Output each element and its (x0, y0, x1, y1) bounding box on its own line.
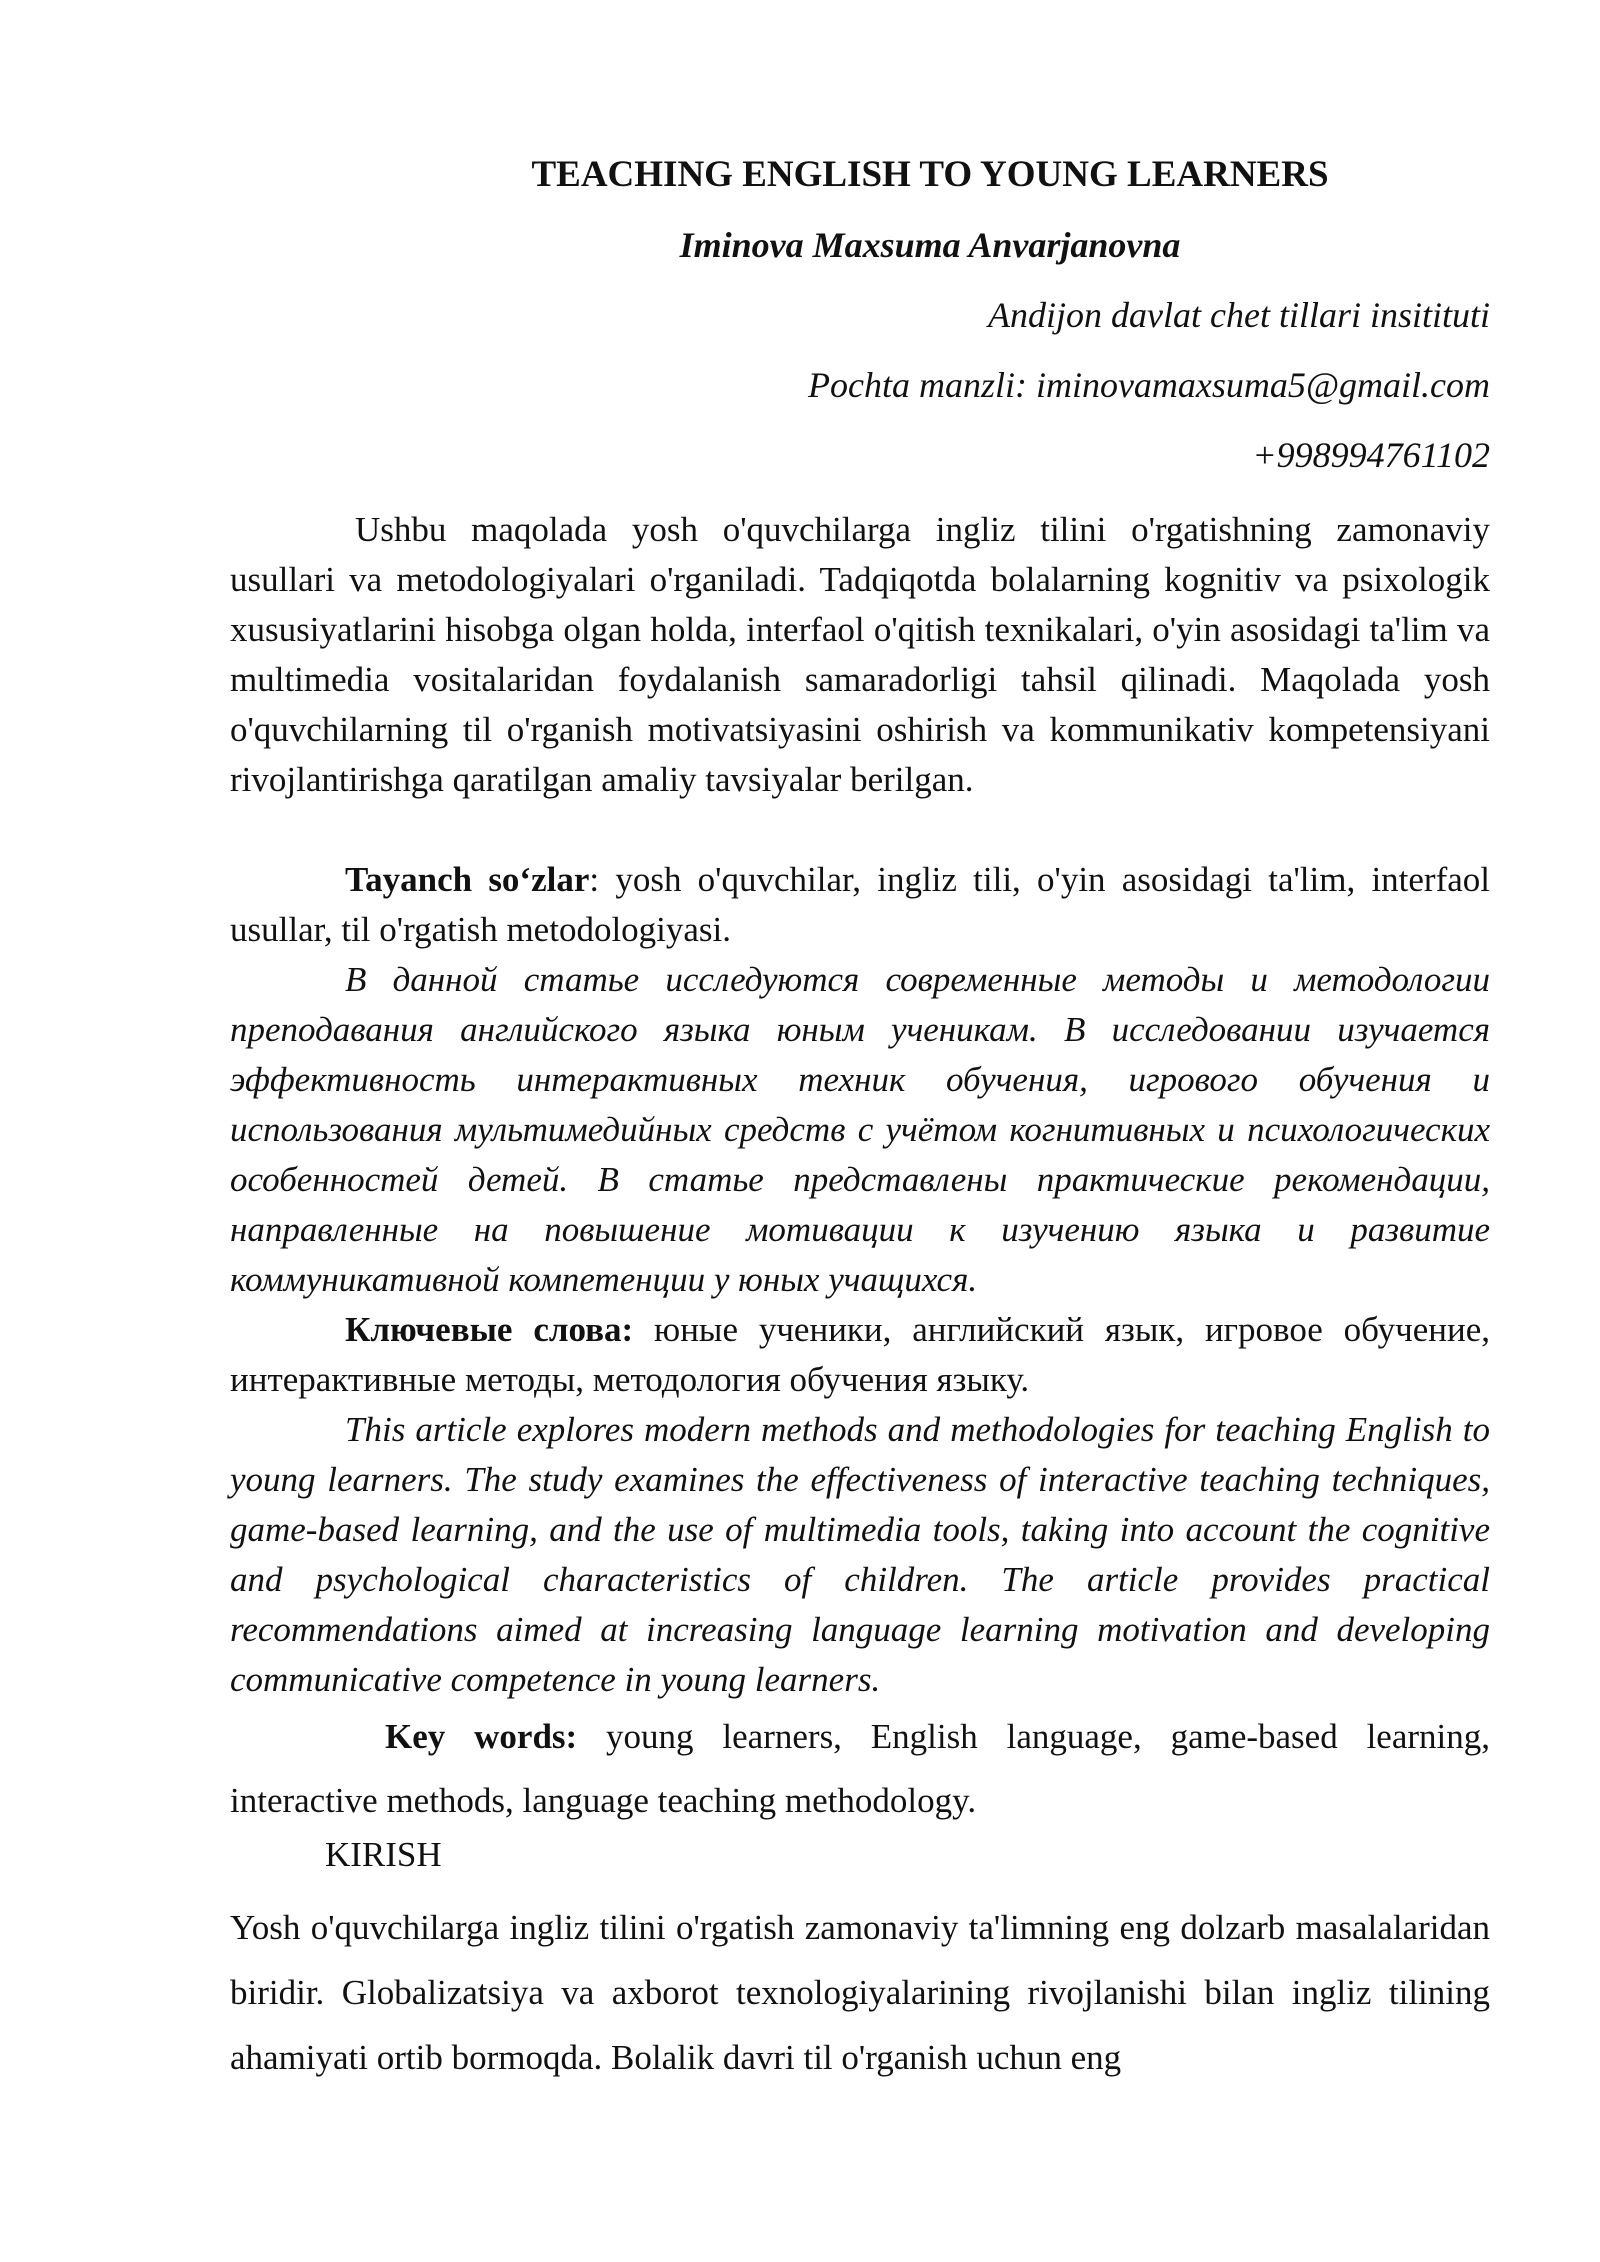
abstract-uzbek: Ushbu maqolada yosh o'quvchilarga ingliz tilini o'rgatishning zamonaviy usullari va metodologiyalari o'rganiladi. Tadqiqotda bolalarning kognitiv va psixologik xususiyatlarini hisobga olgan holda, interfaol o'qitish texnikalari, o'yin asosidagi ta'lim va multimedia vositalaridan foydalanish samaradorligi tahsil qilinadi. Maqolada yosh o'quvchilarning til o'rganish motivatsiyasini oshirish va kommunikativ kompetensiyani rivojlantirishga qaratilgan amaliy tavsiyalar berilgan. (230, 510, 1490, 799)
section-heading: KIRISH (325, 1835, 442, 1874)
abstract-english: This article explores modern methods and methodologies for teaching English to young learners. The study examines the effectiveness of interactive teaching techniques, game-based learning, and the use of multimedia tools, taking into account the cognitive and psychological characteristics of children. The article provides practical recommendations aimed at increasing language learning motivation and developing communicative competence in young learners. (230, 1410, 1490, 1699)
keywords-russian-label: Ключевые слова: (345, 1310, 634, 1349)
email-line: Pochta manzli: iminovamaxsuma5@gmail.com (807, 365, 1490, 405)
keywords-english (230, 1705, 1490, 1833)
keywords-russian (230, 1305, 1490, 1405)
paper-title: TEACHING ENGLISH TO YOUNG LEARNERS (531, 154, 1329, 195)
intro-paragraph: Yosh o'quvchilarga ingliz tilini o'rgatish zamonaviy ta'limning eng dolzarb masalalaridan biridir. Globalizatsiya va axborot texnologiyalarining rivojlanishi bilan ingliz tilining ahamiyati ortib bormoqda. Bolalik davri til o'rganish uchun eng (230, 1908, 1490, 2077)
affiliation: Andijon davlat chet tillari insitituti (988, 295, 1490, 335)
keywords-russian-text: юные ученики, английский язык, игровое обучение, интерактивные методы, методология обучения языку. (230, 1310, 1490, 1399)
keywords-english-text: young learners, English language, game-based learning, interactive methods, language teaching methodology. (230, 1717, 1490, 1820)
author-name: Iminova Maxsuma Anvarjanovna (679, 225, 1181, 265)
keywords-english-label: Key words: (385, 1717, 578, 1756)
abstract-russian: В данной статье исследуются современные методы и методологии преподавания английского языка юным ученикам. В исследовании изучается эффективность интерактивных техник обучения, игрового обучения и использования мультимедийных средств с учётом когнитивных и психологических особенностей детей. В статье представлены практические рекомендации, направленные на повышение мотивации к изучению языка и развитие коммуникативной компетенции у юных учащихся. (230, 960, 1490, 1299)
phone-number: +998994761102 (1252, 435, 1490, 475)
keywords-uzbek-label: Tayanch so‘zlar (345, 860, 590, 899)
keywords-uzbek-text: : yosh o'quvchilar, ingliz tili, o'yin asosidagi ta'lim, interfaol usullar, til o'rgatish metodologiyasi. (230, 860, 1490, 949)
keywords-uzbek (230, 855, 1490, 955)
